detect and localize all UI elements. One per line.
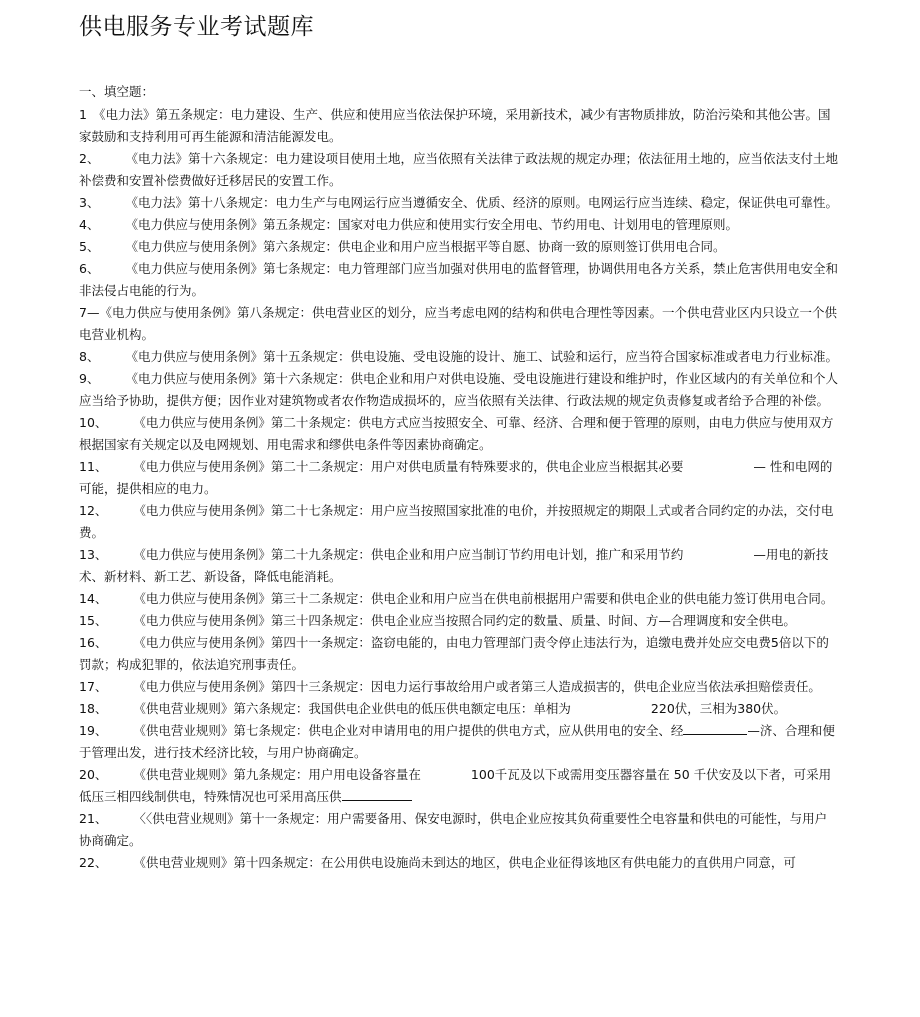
item-text: 《电力供应与使用条例》第二十二条规定：用户对供电质量有特殊要求的，供电企业应当根据其必要: [133, 459, 684, 474]
list-item: [79, 346, 839, 368]
list-item: [79, 720, 839, 764]
list-item: [79, 236, 839, 258]
item-text: 《供电营业规则》第九条规定：用户用电设备容量在: [133, 767, 421, 782]
list-item: [79, 456, 839, 500]
item-text: 《电力供应与使用条例》第八条规定：供电营业区的划分，应当考虑电网的结构和供电合理性等因素。一个供电营业区内只设立一个供电营业机构。: [79, 305, 837, 342]
item-number: 7—: [79, 305, 100, 320]
page-title: 供电服务专业考试题库: [79, 14, 314, 40]
item-number: 16、: [79, 635, 108, 650]
item-number: 6、: [79, 261, 100, 276]
item-number: 3、: [79, 195, 100, 210]
item-number: 11、: [79, 459, 108, 474]
item-text: 《电力供应与使用条例》第二十条规定：供电方式应当按照安全、可靠、经济、合理和便于管理的原则，由电力供应与使用双方根据国家有关规定以及电网规划、用电需求和缪供电条件等因素协商确定。: [79, 415, 834, 452]
item-number: 20、: [79, 767, 108, 782]
item-text-cont: — 性和电网的可能，提供相应的电力。: [79, 459, 833, 496]
item-text-cont: 220伏，三相为380伏。: [650, 701, 787, 716]
list-item: [79, 764, 839, 808]
item-text-cont: —用电的新技术、新材料、新工艺、新设备，降低电能消耗。: [79, 547, 829, 584]
list-item: [79, 214, 839, 236]
item-number: 14、: [79, 591, 108, 606]
item-number: 9、: [79, 371, 100, 386]
item-text: 《电力法》第十六条规定：电力建设项目使用土地，应当依照有关法律亍政法规的规定办理；依法征用土地的，应当依法支付土地补偿费和安置补偿费做好迁移居民的安置工作。: [79, 151, 838, 188]
list-item: [79, 632, 839, 676]
list-item: [79, 192, 839, 214]
item-text: 《供电营业规则》第七条规定：供电企业对申请用电的用户提供的供电方式，应从供用电的安全、经: [133, 723, 684, 738]
item-text: 《电力供应与使用条例》第五条规定：国家对电力供应和使用实行安全用电、节约用电、计划用电的管理原则。: [125, 217, 738, 232]
item-text: 《电力供应与使用条例》第二十九条规定：供电企业和用户应当制订节约用电计划，推广和采用节约: [133, 547, 684, 562]
item-text: 《电力供应与使用条例》第二十七条规定：用户应当按照国家批准的电价，并按照规定的期限丄式或者合同约定的办法，交付电费。: [79, 503, 834, 540]
item-text: 《电力供应与使用条例》第三十二条规定：供电企业和用户应当在供电前根据用户需要和供电企业的供电能力签订供用电合同。: [133, 591, 834, 606]
list-item: [79, 412, 839, 456]
list-item: [79, 698, 839, 720]
item-text: 《电力供应与使用条例》第三十四条规定：供电企业应当按照合同约定的数量、质量、时间、方—合理调度和安全供电。: [133, 613, 796, 628]
item-text: 《供电营业规则》第十四条规定：在公用供电设施尚未到达的地区，供电企业征得该地区有供电能力的直供用户同意，可: [133, 855, 796, 870]
list-item: [79, 104, 839, 148]
list-item: [79, 588, 839, 610]
list-item: [79, 544, 839, 588]
item-number: 15、: [79, 613, 108, 628]
list-item: [79, 258, 839, 302]
item-text: 《电力供应与使用条例》第十六条规定：供电企业和用户对供电设施、受电设施进行建设和维护时，作业区域内的有关单位和个人应当给予协助，提供方便；因作业对建筑物或者农作物造成损坏的，应当依照有关法律、行政法规的规定负责修复或者给予合理的补偿。: [79, 371, 838, 408]
item-text: 《电力法》第十八条规定：电力生产与电网运行应当遵循安全、优质、经济的原则。电网运行应当连续、稳定，保证供电可靠性。: [125, 195, 838, 210]
item-number: 22、: [79, 855, 108, 870]
item-number: 18、: [79, 701, 108, 716]
item-text: 〈〈供电营业规则》第十一条规定：用户需要备用、保安电源时，供电企业应按其负荷重要性仝电容量和供电的可能性，与用户协商确定。: [79, 811, 828, 848]
item-number: 19、: [79, 723, 108, 738]
item-text-cont: 100千瓦及以下或需用变压器容量在 50 千伏安及以下者，可采用低压三相四线制供电，特殊情况也可采用高压供: [79, 767, 832, 804]
list-item: [79, 368, 839, 412]
section-heading: 一、填空题：: [79, 84, 155, 99]
list-item: [79, 500, 839, 544]
item-number: 4、: [79, 217, 100, 232]
item-number: 12、: [79, 503, 108, 518]
item-text: 《供电营业规则》第六条规定：我国供电企业供电的低压供电额定电压：单相为: [133, 701, 571, 716]
item-text: 《电力供应与使用条例》第六条规定：供电企业和用户应当根据平等自愿、协商一致的原则签订供用电合同。: [125, 239, 726, 254]
item-text: 《电力供应与使用条例》第七条规定：电力管理部门应当加强对供用电的监督管理，协调供用电各方关系，禁止危害供用电安全和非法侵占电能的行为。: [79, 261, 838, 298]
item-number: 17、: [79, 679, 108, 694]
item-number: 13、: [79, 547, 108, 562]
item-text: 《电力供应与使用条例》第十五条规定：供电设施、受电设施的设计、施工、试验和运行，应当符合国家标准或者电力行业标准。: [125, 349, 838, 364]
item-text: 《电力法》第五条规定：电力建设、生产、供应和使用应当依法保护环境，采用新技术，减少有害物质排放，防治污染和其他公害。国家鼓励和支持利用可再生能源和清洁能源发电。: [79, 107, 831, 144]
item-text-cont: —济、合理和便于管理出发，进行技术经济比较，与用户协商确定。: [79, 723, 835, 760]
question-list: [79, 104, 839, 874]
list-item: [79, 676, 839, 698]
item-number: 2、: [79, 151, 100, 166]
list-item: [79, 808, 839, 852]
item-number: 1: [79, 107, 87, 122]
item-number: 21、: [79, 811, 108, 826]
list-item: [79, 148, 839, 192]
list-item: [79, 852, 839, 874]
item-text: 《电力供应与使用条例》第四十一条规定：盗窃电能的，由电力管理部门责令停止违法行为，追缴电费并处应交电费5倍以下的罚款；构成犯罪的，依法追究刑事责任。: [79, 635, 829, 672]
item-text: 《电力供应与使用条例》第四十三条规定：因电力运行事故给用户或者第三人造成损害的，供电企业应当依法承担赔偿责任。: [133, 679, 821, 694]
item-number: 10、: [79, 415, 108, 430]
item-number: 5、: [79, 239, 100, 254]
list-item: [79, 302, 839, 346]
list-item: [79, 610, 839, 632]
item-number: 8、: [79, 349, 100, 364]
